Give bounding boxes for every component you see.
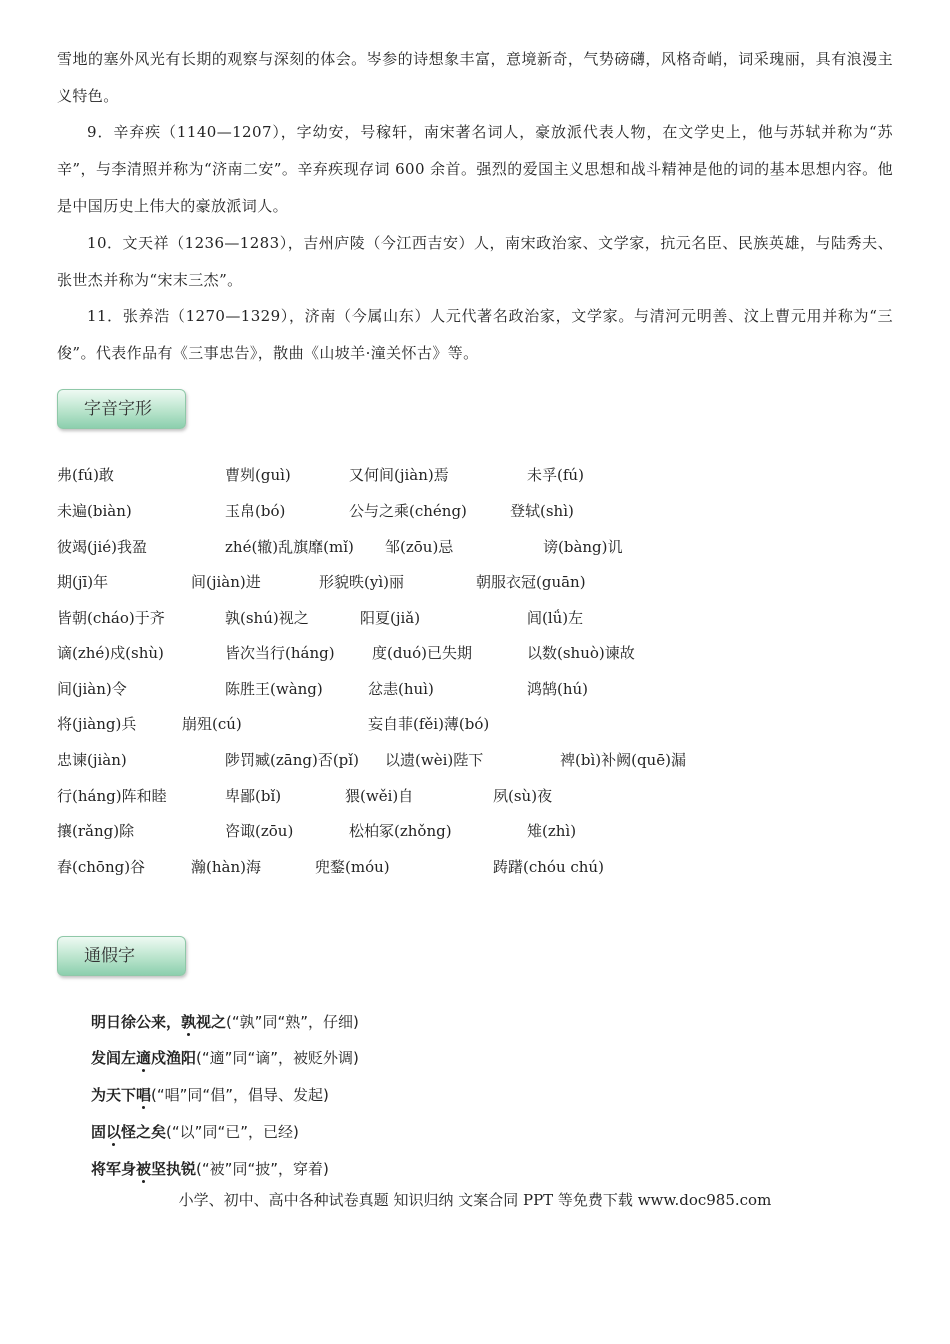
tongjia-char: 孰 bbox=[181, 1013, 197, 1031]
word-item: 登轼(shì) bbox=[510, 502, 574, 520]
word-item: 将(jiàng)兵 bbox=[57, 715, 137, 733]
word-item: 又何间(jiàn)焉 bbox=[349, 466, 449, 484]
word-item: 雉(zhì) bbox=[527, 822, 577, 840]
word-item: 阳夏(jiǎ) bbox=[360, 609, 421, 627]
word-item: 鸿鹄(hú) bbox=[527, 680, 589, 698]
word-item: 谤(bàng)讥 bbox=[543, 538, 623, 556]
word-item: 裨(bì)补阙(quē)漏 bbox=[560, 751, 686, 769]
word-item: 咨诹(zōu) bbox=[225, 822, 294, 840]
word-item: 卑鄙(bǐ) bbox=[225, 787, 282, 805]
word-item: 曹刿(guì) bbox=[225, 466, 291, 484]
word-item: 妄自菲(fěi)薄(bó) bbox=[368, 715, 490, 733]
tongjia-char: 被 bbox=[136, 1160, 152, 1178]
word-item: 陟罚臧(zāng)否(pǐ) bbox=[225, 751, 359, 769]
page-footer: 小学、初中、高中各种试卷真题 知识归纳 文案合同 PPT 等免费下载 www.doc985.com bbox=[178, 1191, 772, 1209]
word-item: 皆朝(cháo)于齐 bbox=[57, 609, 165, 627]
word-item: 夙(sù)夜 bbox=[493, 787, 553, 805]
paragraph-xin-qiji: 9．辛弃疾（1140—1207），字幼安，号稼轩，南宋著名词人，豪放派代表人物，在文学史上，他与苏轼并称为“苏辛”，与李清照并称为“济南二安”。辛弃疾现存词 600 余首。强烈的爱国主义思想和战斗精神是他的词的基本思想内容。他是中国历史上伟大的豪放派词人。 bbox=[57, 123, 893, 215]
word-item: 邹(zōu)忌 bbox=[385, 538, 454, 556]
word-item: 忿恚(huì) bbox=[368, 680, 434, 698]
word-item: 弗(fú)敢 bbox=[57, 466, 114, 484]
word-item: 闾(lǘ)左 bbox=[527, 609, 584, 627]
word-item: 彼竭(jié)我盈 bbox=[57, 538, 148, 556]
tongjia-sentence-start: 发闾左 bbox=[91, 1049, 137, 1067]
word-item: 兜鍪(móu) bbox=[315, 858, 390, 876]
tongjia-item bbox=[91, 1122, 299, 1142]
tongjia-sentence-start: 固 bbox=[91, 1123, 107, 1141]
word-item: 陈胜王(wàng) bbox=[225, 680, 323, 698]
paragraph-wen-tianxiang: 10．文天祥（1236—1283），吉州庐陵（今江西吉安）人，南宋政治家、文学家，抗元名臣、民族英雄，与陆秀夫、张世杰并称为“宋末三杰”。 bbox=[57, 234, 893, 289]
tongjia-sentence-end: 坚执锐 bbox=[151, 1160, 197, 1178]
word-item: 度(duó)已失期 bbox=[372, 644, 472, 662]
word-item: 以遗(wèi)陛下 bbox=[385, 751, 484, 769]
word-item: 孰(shú)视之 bbox=[225, 609, 309, 627]
word-item: 以数(shuò)谏故 bbox=[527, 644, 635, 662]
word-item: 猥(wěi)自 bbox=[345, 787, 414, 805]
tongjia-note: (“唱”同“倡”，倡导、发起) bbox=[151, 1086, 329, 1104]
word-item: 瀚(hàn)海 bbox=[191, 858, 261, 876]
word-item: 舂(chōng)谷 bbox=[57, 858, 146, 876]
word-item: 间(jiàn)令 bbox=[57, 680, 127, 698]
word-item: 玉帛(bó) bbox=[225, 502, 286, 520]
word-item: 未遍(biàn) bbox=[57, 502, 132, 520]
word-item: 公与之乘(chéng) bbox=[349, 502, 467, 520]
word-item: 攘(rǎng)除 bbox=[57, 822, 135, 840]
tongjia-char: 以 bbox=[106, 1123, 122, 1141]
word-item: 间(jiàn)进 bbox=[191, 573, 261, 591]
tongjia-item bbox=[91, 1085, 329, 1105]
tongjia-sentence-end: 怪之矣 bbox=[121, 1123, 167, 1141]
word-item: 谪(zhé)戍(shù) bbox=[57, 644, 164, 662]
word-item: 忠谏(jiàn) bbox=[57, 751, 127, 769]
word-item: zhé(辙)乱旗靡(mǐ) bbox=[225, 538, 354, 556]
word-item: 期(jī)年 bbox=[57, 573, 109, 591]
tongjia-item bbox=[91, 1159, 329, 1179]
paragraph-zhang-yanghao: 11．张养浩（1270—1329），济南（今属山东）人元代著名政治家，文学家。与清河元明善、汶上曹元用并称为“三俊”。代表作品有《三事忠告》，散曲《山坡羊·潼关怀古》等。 bbox=[57, 307, 893, 362]
tongjia-sentence-start: 将军身 bbox=[91, 1160, 137, 1178]
word-item: 崩殂(cú) bbox=[182, 715, 242, 733]
word-item: 未孚(fú) bbox=[527, 466, 584, 484]
tongjia-sentence-start: 为天下 bbox=[91, 1086, 137, 1104]
tongjia-char: 適 bbox=[136, 1049, 152, 1067]
tongjia-note: (“以”同“已”，已经) bbox=[166, 1123, 299, 1141]
tongjia-sentence-end: 视之 bbox=[196, 1013, 227, 1031]
word-item: 踌躇(chóu chú) bbox=[493, 858, 604, 876]
word-item: 皆次当行(háng) bbox=[225, 644, 335, 662]
word-item: 朝服衣冠(guān) bbox=[476, 573, 586, 591]
tongjia-note: (“被”同“披”，穿着) bbox=[196, 1160, 329, 1178]
tongjia-sentence-start: 明日徐公来， bbox=[91, 1013, 182, 1031]
section-title-tongjia: 通假字 bbox=[57, 936, 186, 976]
tongjia-item bbox=[91, 1048, 359, 1068]
word-item: 松柏冢(zhǒng) bbox=[349, 822, 452, 840]
tongjia-sentence-end: 戍渔阳 bbox=[151, 1049, 197, 1067]
tongjia-note: (“孰”同“熟”，仔细) bbox=[226, 1013, 359, 1031]
section-title-pronunciation: 字音字形 bbox=[57, 389, 186, 429]
word-item: 形貌昳(yì)丽 bbox=[319, 573, 404, 591]
tongjia-note: (“適”同“谪”，被贬外调) bbox=[196, 1049, 359, 1067]
tongjia-char: 唱 bbox=[136, 1086, 152, 1104]
word-item: 行(háng)阵和睦 bbox=[57, 787, 167, 805]
tongjia-item bbox=[91, 1012, 359, 1032]
paragraph-cen-shen-continued: 雪地的塞外风光有长期的观察与深刻的体会。岑参的诗想象丰富，意境新奇，气势磅礴，风格奇峭，词采瑰丽，具有浪漫主义特色。 bbox=[57, 50, 893, 105]
